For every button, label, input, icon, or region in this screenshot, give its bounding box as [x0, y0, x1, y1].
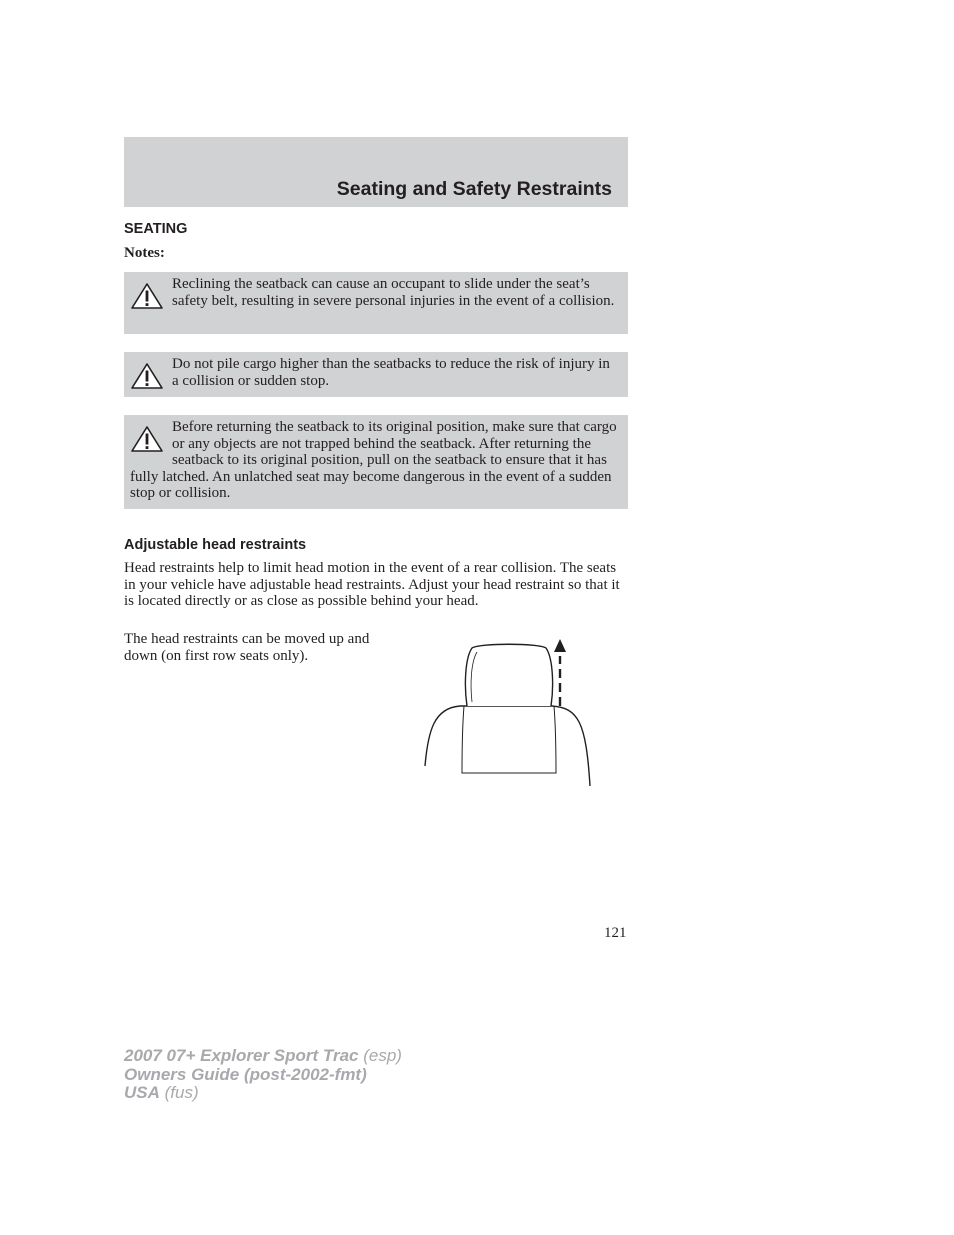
footer [124, 1047, 402, 1103]
footer-guide: Owners Guide (post-2002-fmt) [124, 1064, 367, 1084]
notes-label: Notes: [124, 245, 165, 261]
page-title: Seating and Safety Restraints [336, 178, 612, 200]
footer-model: 2007 07+ Explorer Sport Trac [124, 1046, 359, 1065]
page-number: 121 [604, 925, 627, 941]
head-restraints-adjust-paragraph: The head restraints can be moved up and down (on first row seats only). [124, 631, 370, 664]
footer-model-code: (esp) [358, 1046, 402, 1065]
footer-market: USA [124, 1083, 160, 1102]
subsection-title: Adjustable head restraints [124, 537, 307, 553]
header-band [124, 137, 628, 207]
warning-triangle-icon [130, 425, 164, 453]
head-restraints-paragraph: Head restraints help to limit head motion in the event of a rear collision. The seats in your vehicle have adjustable head restraints. Adjust your head restraint so that it is located directly or as close as possible behind your head. [124, 560, 620, 609]
warning-box-2 [124, 352, 628, 397]
warning-box-1 [124, 272, 628, 334]
warning-text-2: Do not pile cargo higher than the seatbacks to reduce the risk of injury in a collision or sudden stop. [172, 356, 610, 389]
section-title: SEATING [124, 221, 188, 237]
warning-triangle-icon [130, 362, 164, 390]
footer-market-code: (fus) [159, 1083, 199, 1102]
head-restraint-illustration [420, 636, 600, 788]
warning-box-3 [124, 415, 628, 509]
warning-text-3: Before returning the seatback to its original position, make sure that cargo or any objects are not trapped behind the seatback. After returning the seatback to its original position, pull on the seatback to ensure that it has fully latched. An unlatched seat may become dangerous in the event of a sudden stop or collision. [130, 419, 617, 501]
warning-text-1: Reclining the seatback can cause an occupant to slide under the seat’s safety belt, resulting in severe personal injuries in the event of a collision. [172, 276, 615, 309]
warning-triangle-icon [130, 282, 164, 310]
